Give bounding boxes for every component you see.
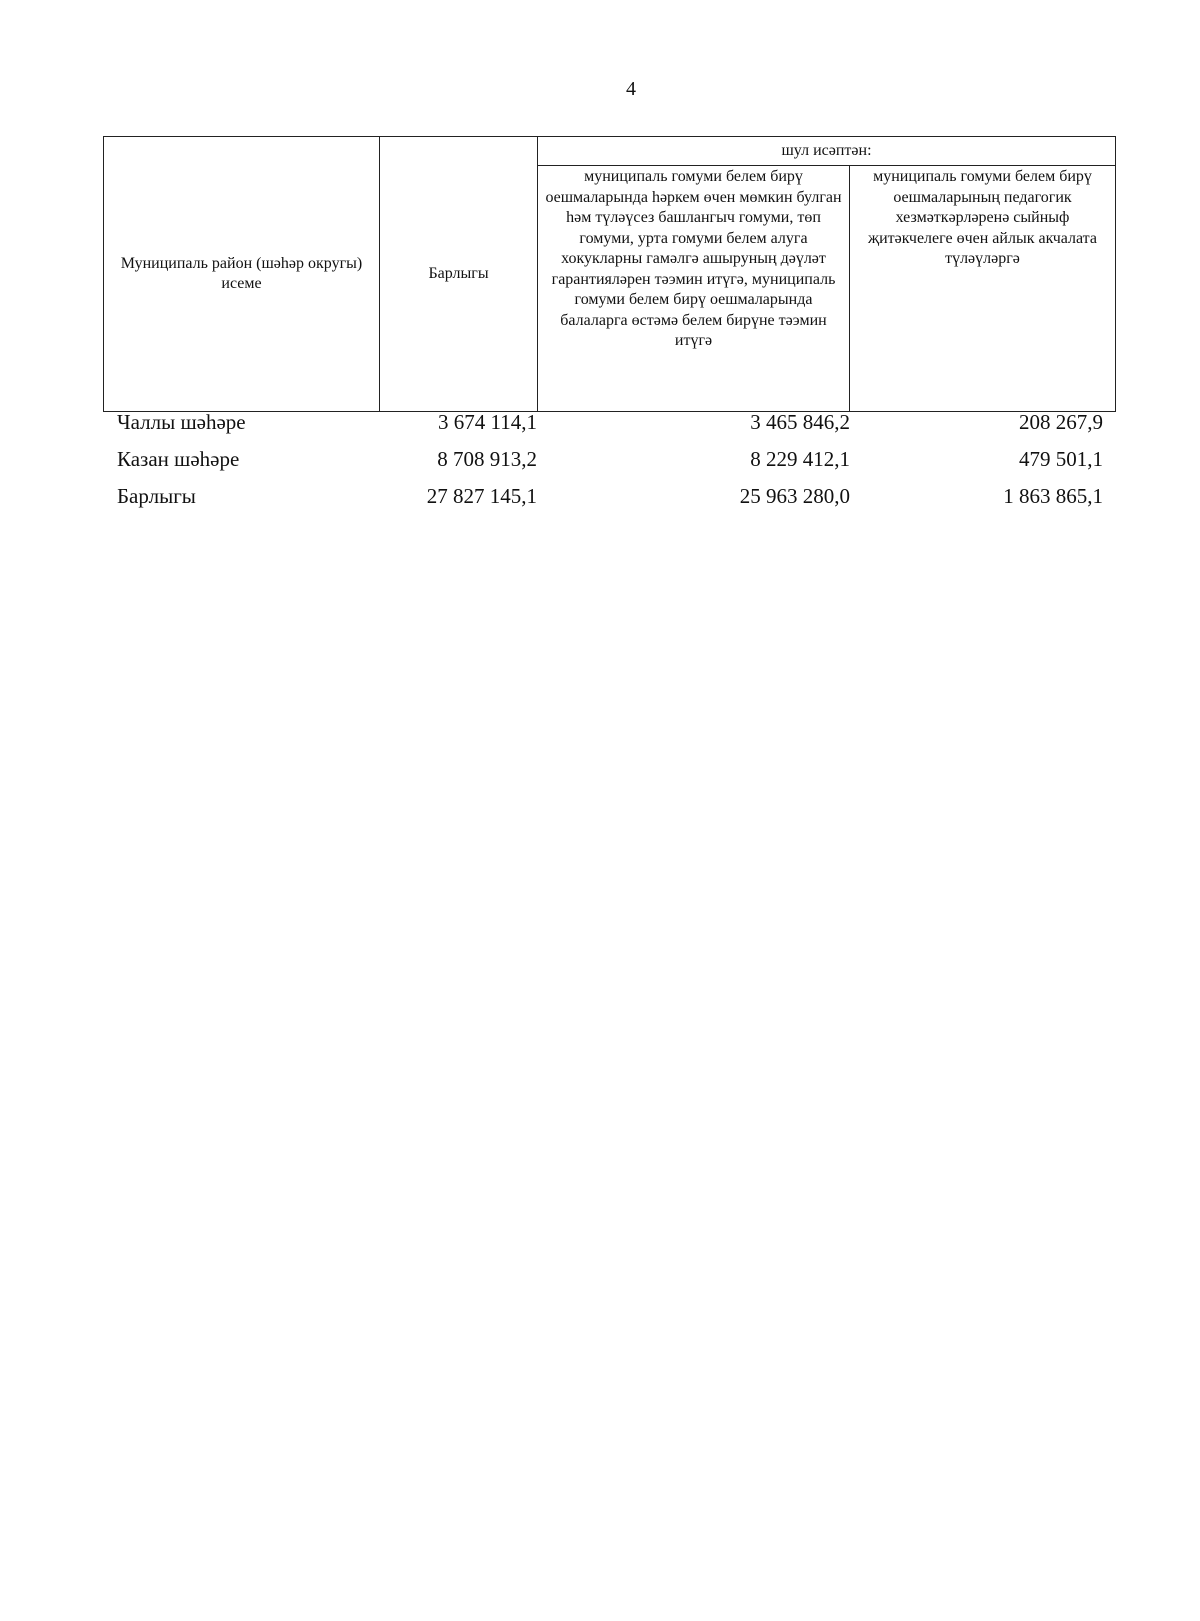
row-total: 27 827 145,1 <box>426 484 537 508</box>
table-header <box>103 136 1116 412</box>
row-name: Барлыгы <box>117 484 196 508</box>
header-state-guarantees: муниципаль гомуми белем бирү оешмаларында һәркем өчен мөмкин булган һәм түләүсез башлангыч гомуми, төп гомуми, урта гомуми белем алуга хокукларны гамәлгә ашыруның дәүләт гарантияләрен тәэмин итүгә, муниципаль гомуми белем бирү оешмаларында балаларга өстәмә белем бирүне тәэмин итүгә <box>538 166 850 412</box>
row-guarantees: 8 229 412,1 <box>750 447 850 471</box>
table-row-total <box>0 484 1200 521</box>
page-number: 4 <box>626 78 636 100</box>
row-total: 3 674 114,1 <box>438 410 537 434</box>
header-including: шул исәптән: <box>538 137 1116 166</box>
row-guarantees: 25 963 280,0 <box>739 484 850 508</box>
table-body <box>0 410 1200 521</box>
header-district-name: Муниципаль район (шәһәр округы) исеме <box>104 137 380 412</box>
row-name: Чаллы шәһәре <box>117 410 246 434</box>
row-total: 8 708 913,2 <box>437 447 537 471</box>
row-class-payments: 208 267,9 <box>1019 410 1103 434</box>
row-guarantees: 3 465 846,2 <box>750 410 850 434</box>
row-class-payments: 479 501,1 <box>1019 447 1103 471</box>
row-name: Казан шәһәре <box>117 447 240 471</box>
table-row <box>0 447 1200 484</box>
header-total: Барлыгы <box>380 137 538 412</box>
header-class-leadership-payments: муниципаль гомуми белем бирү оешмаларының педагогик хезмәткәрләренә сыйныф җитәкчелеге өчен айлык акчалата түләүләргә <box>850 166 1116 412</box>
table-row <box>0 410 1200 447</box>
row-class-payments: 1 863 865,1 <box>1003 484 1103 508</box>
